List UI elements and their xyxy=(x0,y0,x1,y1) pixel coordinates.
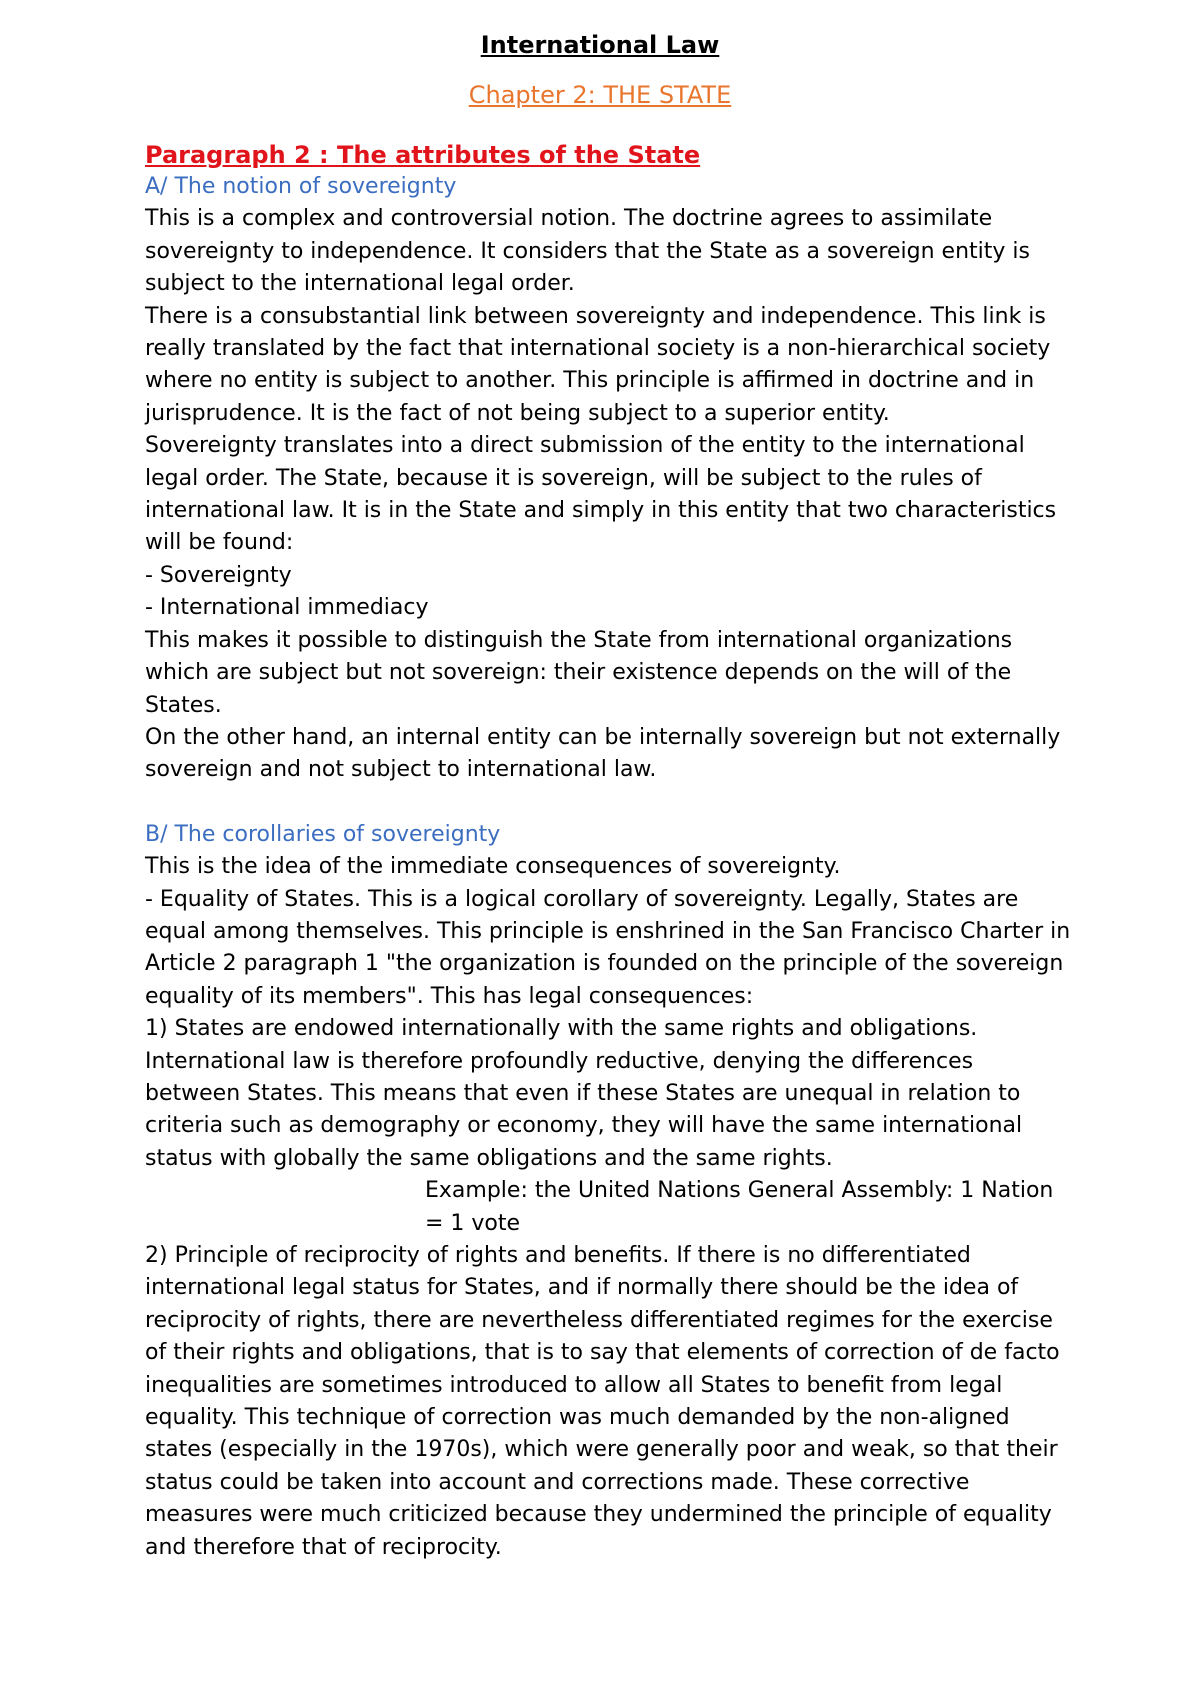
section-b-paragraph-1: This is the idea of the immediate consequences of sovereignty. xyxy=(145,854,841,880)
section-a-paragraph-5: On the other hand, an internal entity can be internally sovereign but not externally sovereign and not subject to international law. xyxy=(145,724,1061,783)
section-a-heading: A/ The notion of sovereignty xyxy=(145,174,457,199)
section-b-paragraph-2: - Equality of States. This is a logical corollary of sovereignty. Legally, States are equal among themselves. This principle is enshrined in the San Francisco Charter in Article 2 paragraph 1 "the organization is founded on the principle of the sovereign equality of its members". This has legal consequences: xyxy=(145,886,1071,1009)
section-b-paragraph-4: 2) Principle of reciprocity of rights and benefits. If there is no differentiated international legal status for States, and if normally there should be the idea of reciprocity of rights, there are nevertheless differentiated regimes for the exercise of their rights and obligations, that is to say that elements of correction of de facto inequalities are sometimes introduced to allow all States to benefit from legal equality. This technique of correction was much demanded by the non-aligned states (especially in the 1970s), which were generally poor and weak, so that their status could be taken into account and corrections made. These corrective measures were much criticized because they undermined the principle of equality and therefore that of reciprocity. xyxy=(145,1243,1060,1560)
bullet-sovereignty: - Sovereignty xyxy=(145,562,292,588)
document-title: International Law xyxy=(480,31,720,59)
blank-line xyxy=(145,787,1200,819)
section-a-paragraph-2: There is a consubstantial link between sovereignty and independence. This link is really translated by the fact that international society is a non-hierarchical society where no entity is subject to another. This principle is affirmed in doctrine and in jurisprudence. It is the fact of not being subject to a superior entity. xyxy=(145,303,1051,426)
section-a-paragraph-4: This makes it possible to distinguish the State from international organizations which are subject but not sovereign: their existence depends on the will of the States. xyxy=(145,627,1013,718)
section-b-heading: B/ The corollaries of sovereignty xyxy=(145,821,501,847)
equal-rights-text: 1) States are endowed internationally with the same rights and obligations. International law is therefore profoundly reductive, denying the differences between States. This means that even if these States are unequal in relation to criteria such as demography or economy, they will have the same international status with globally the same obligations and the same rights. xyxy=(145,1016,1023,1171)
section-a-paragraph-3: Sovereignty translates into a direct submission of the entity to the international legal order. The State, because it is sovereign, will be subject to the rules of international law. It is in the State and simply in this entity that two characteristics will be found: xyxy=(145,433,1057,556)
paragraph-heading: Paragraph 2 : The attributes of the State xyxy=(145,141,701,169)
example-text: Example: the United Nations General Assembly: 1 Nation = 1 vote xyxy=(425,1178,1054,1236)
section-a-paragraph-1: This is a complex and controversial notion. The doctrine agrees to assimilate sovereignty to independence. It considers that the State as a sovereign entity is subject to the international legal order. xyxy=(145,206,1030,297)
bullet-immediacy: - International immediacy xyxy=(145,595,429,621)
chapter-heading: Chapter 2: THE STATE xyxy=(468,81,732,109)
section-b-paragraph-3 xyxy=(145,1013,1075,1240)
